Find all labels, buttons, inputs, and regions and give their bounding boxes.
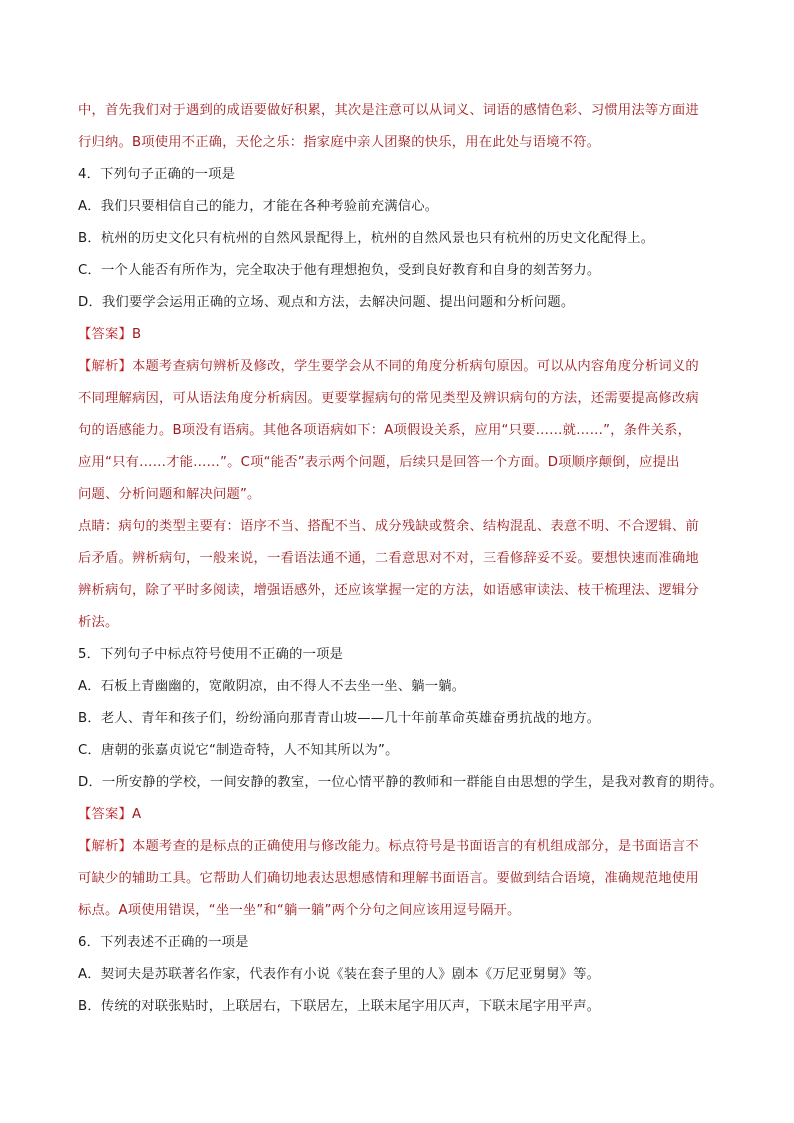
- question-4-analysis-line-3: 句的语感能力。B项没有语病。其他各项语病如下：A项假设关系，应用“只要……就……”，条件关系，: [78, 423, 692, 438]
- question-4-analysis-line-5: 问题、分析问题和解决问题”。: [78, 487, 261, 502]
- prev-analysis-line-2: 行归纳。B项使用不正确，天伦之乐：指家庭中亲人团聚的快乐，用在此处与语境不符。: [78, 135, 601, 150]
- question-4-tip-line-4: 析法。: [78, 615, 119, 630]
- prev-analysis-line-1: 中，首先我们对于遇到的成语要做好积累，其次是注意可以从词义、词语的感情色彩、习惯用法等方面进: [78, 103, 699, 118]
- answer-value: A: [132, 807, 142, 822]
- question-4-option-c: C．一个人能否有所作为，完全取决于他有理想抱负，受到良好教育和自身的刻苦努力。: [78, 263, 601, 278]
- analysis-text: 本题考查病句辨析及修改，学生要学会从不同的角度分析病句原因。可以从内容角度分析词义的: [132, 359, 699, 374]
- question-4-tip-line-2: 后矛盾。辨析病句，一般来说，一看语法通不通，二看意思对不对，三看修辞妥不妥。要想快速而准确地: [78, 551, 699, 566]
- analysis-text: 本题考查的是标点的正确使用与修改能力。标点符号是书面语言的有机组成部分，是书面语言不: [132, 839, 699, 854]
- question-5-answer: [78, 805, 738, 825]
- question-5-option-b: B．老人、青年和孩子们，纷纷涌向那青青山坡——几十年前革命英雄奋勇抗战的地方。: [78, 711, 601, 726]
- question-4-option-d: D．我们要学会运用正确的立场、观点和方法，去解决问题、提出问题和分析问题。: [78, 295, 575, 310]
- question-4-option-a: A．我们只要相信自己的能力，才能在各种考验前充满信心。: [78, 199, 439, 214]
- question-4-analysis-line-4: 应用“只有……才能……”。C项“能否”表示两个问题，后续只是回答一个方面。D项顺序颠倒，应提出: [78, 455, 680, 470]
- question-4-answer: [78, 325, 738, 345]
- question-5-analysis-line-1: [78, 837, 738, 857]
- question-5-stem: 5．下列句子中标点符号使用不正确的一项是: [78, 647, 344, 662]
- answer-value: B: [132, 327, 142, 342]
- answer-tag: 【答案】: [78, 807, 132, 822]
- question-6-option-a: A．契诃夫是苏联著名作家，代表作有小说《装在套子里的人》剧本《万尼亚舅舅》等。: [78, 967, 601, 982]
- question-5-analysis-line-3: 标点。A项使用错误，“坐一坐”和“躺一躺”两个分句之间应该用逗号隔开。: [78, 903, 521, 918]
- question-4-analysis-line-2: 不同理解病因，可从语法角度分析病因。更要掌握病句的常见类型及辨识病句的方法，还需要提高修改病: [78, 391, 699, 406]
- question-5-analysis-line-2: 可缺少的辅助工具。它帮助人们确切地表达思想感情和理解书面语言。要做到结合语境，准确规范地使用: [78, 871, 699, 886]
- question-4-analysis-line-1: [78, 357, 738, 377]
- question-4-tip-line-1: 点睛：病句的类型主要有：语序不当、搭配不当、成分残缺或赘余、结构混乱、表意不明、不合逻辑、前: [78, 519, 699, 534]
- analysis-tag: 【解析】: [78, 839, 132, 854]
- question-5-option-d: D．一所安静的学校，一间安静的教室，一位心情平静的教师和一群能自由思想的学生，是我对教育的期待。: [78, 775, 723, 790]
- question-6-option-b: B．传统的对联张贴时，上联居右，下联居左，上联末尾字用仄声，下联末尾字用平声。: [78, 999, 601, 1014]
- question-4-stem: 4．下列句子正确的一项是: [78, 167, 236, 182]
- question-5-option-a: A．石板上青幽幽的，宽敞阴凉，由不得人不去坐一坐、躺一躺。: [78, 679, 466, 694]
- analysis-tag: 【解析】: [78, 359, 132, 374]
- question-6-stem: 6．下列表述不正确的一项是: [78, 935, 249, 950]
- question-5-option-c: C．唐朝的张嘉贞说它“制造奇特，人不知其所以为”。: [78, 743, 399, 758]
- answer-tag: 【答案】: [78, 327, 132, 342]
- question-4-option-b: B．杭州的历史文化只有杭州的自然风景配得上，杭州的自然风景也只有杭州的历史文化配得上。: [78, 231, 655, 246]
- question-4-tip-line-3: 辨析病句，除了平时多阅读，增强语感外，还应该掌握一定的方法，如语感审读法、枝干梳理法、逻辑分: [78, 583, 699, 598]
